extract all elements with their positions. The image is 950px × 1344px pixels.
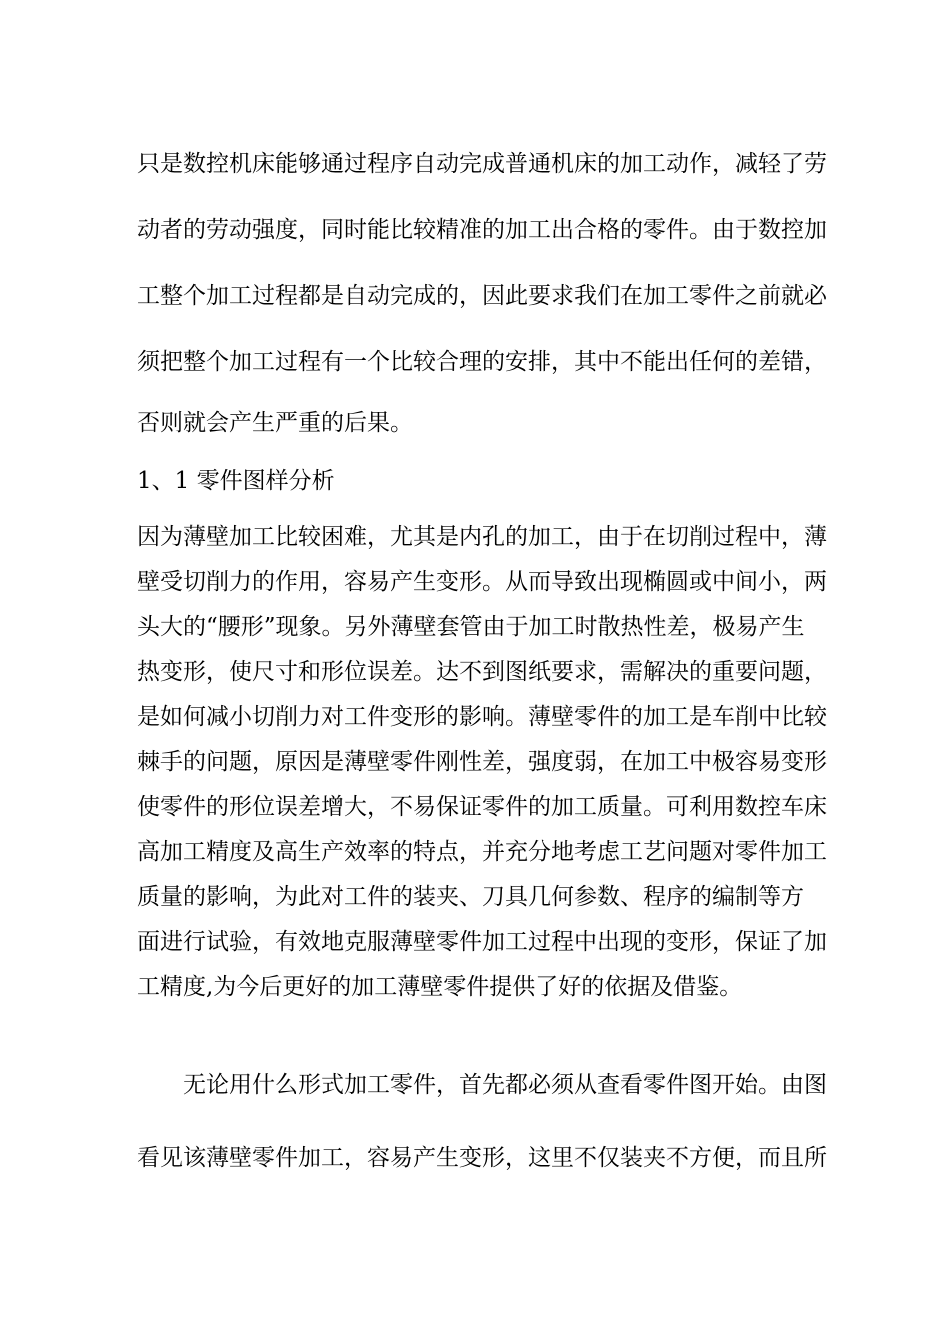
paragraph-2-line-8: 高加工精度及高生产效率的特点，并充分地考虑工艺问题对零件加工 [137,839,827,865]
paragraph-1-line-1: 只是数控机床能够通过程序自动完成普通机床的加工动作，减轻了劳 [137,151,827,177]
paragraph-2-line-1: 因为薄壁加工比较困难，尤其是内孔的加工，由于在切削过程中，薄 [137,524,827,550]
paragraph-1-line-4: 须把整个加工过程有一个比较合理的安排，其中不能出任何的差错， [137,349,827,375]
paragraph-3-line-1: 无论用什么形式加工零件，首先都必须从查看零件图开始。由图 [183,1072,827,1098]
paragraph-1-line-2: 动者的劳动强度，同时能比较精准的加工出合格的零件。由于数控加 [137,217,827,243]
paragraph-2-line-7: 使零件的形位误差增大，不易保证零件的加工质量。可利用数控车床 [137,794,827,820]
paragraph-2-line-4: 热变形，使尺寸和形位误差。达不到图纸要求，需解决的重要问题， [137,659,827,685]
paragraph-1-line-5: 否则就会产生严重的后果。 [137,410,413,436]
paragraph-2-line-6: 棘手的问题，原因是薄壁零件刚性差，强度弱，在加工中极容易变形 [137,749,827,775]
paragraph-1-line-3: 工整个加工过程都是自动完成的，因此要求我们在加工零件之前就必 [137,283,827,309]
paragraph-2-line-2: 壁受切削力的作用，容易产生变形。从而导致出现椭圆或中间小，两 [137,569,827,595]
paragraph-2-line-10: 面进行试验，有效地克服薄壁零件加工过程中出现的变形，保证了加 [137,929,827,955]
paragraph-3-line-2: 看见该薄壁零件加工，容易产生变形，这里不仅装夹不方便，而且所 [137,1145,827,1171]
paragraph-2-line-11: 工精度,为今后更好的加工薄壁零件提供了好的依据及借鉴。 [137,974,743,1000]
paragraph-2-line-5: 是如何减小切削力对工件变形的影响。薄壁零件的加工是车削中比较 [137,704,827,730]
paragraph-2-line-9: 质量的影响，为此对工件的装夹、刀具几何参数、程序的编制等方 [137,884,804,910]
paragraph-2-line-3: 头大的“腰形”现象。另外薄壁套管由于加工时散热性差，极易产生 [137,614,805,640]
section-heading: 1、1 零件图样分析 [137,468,335,494]
